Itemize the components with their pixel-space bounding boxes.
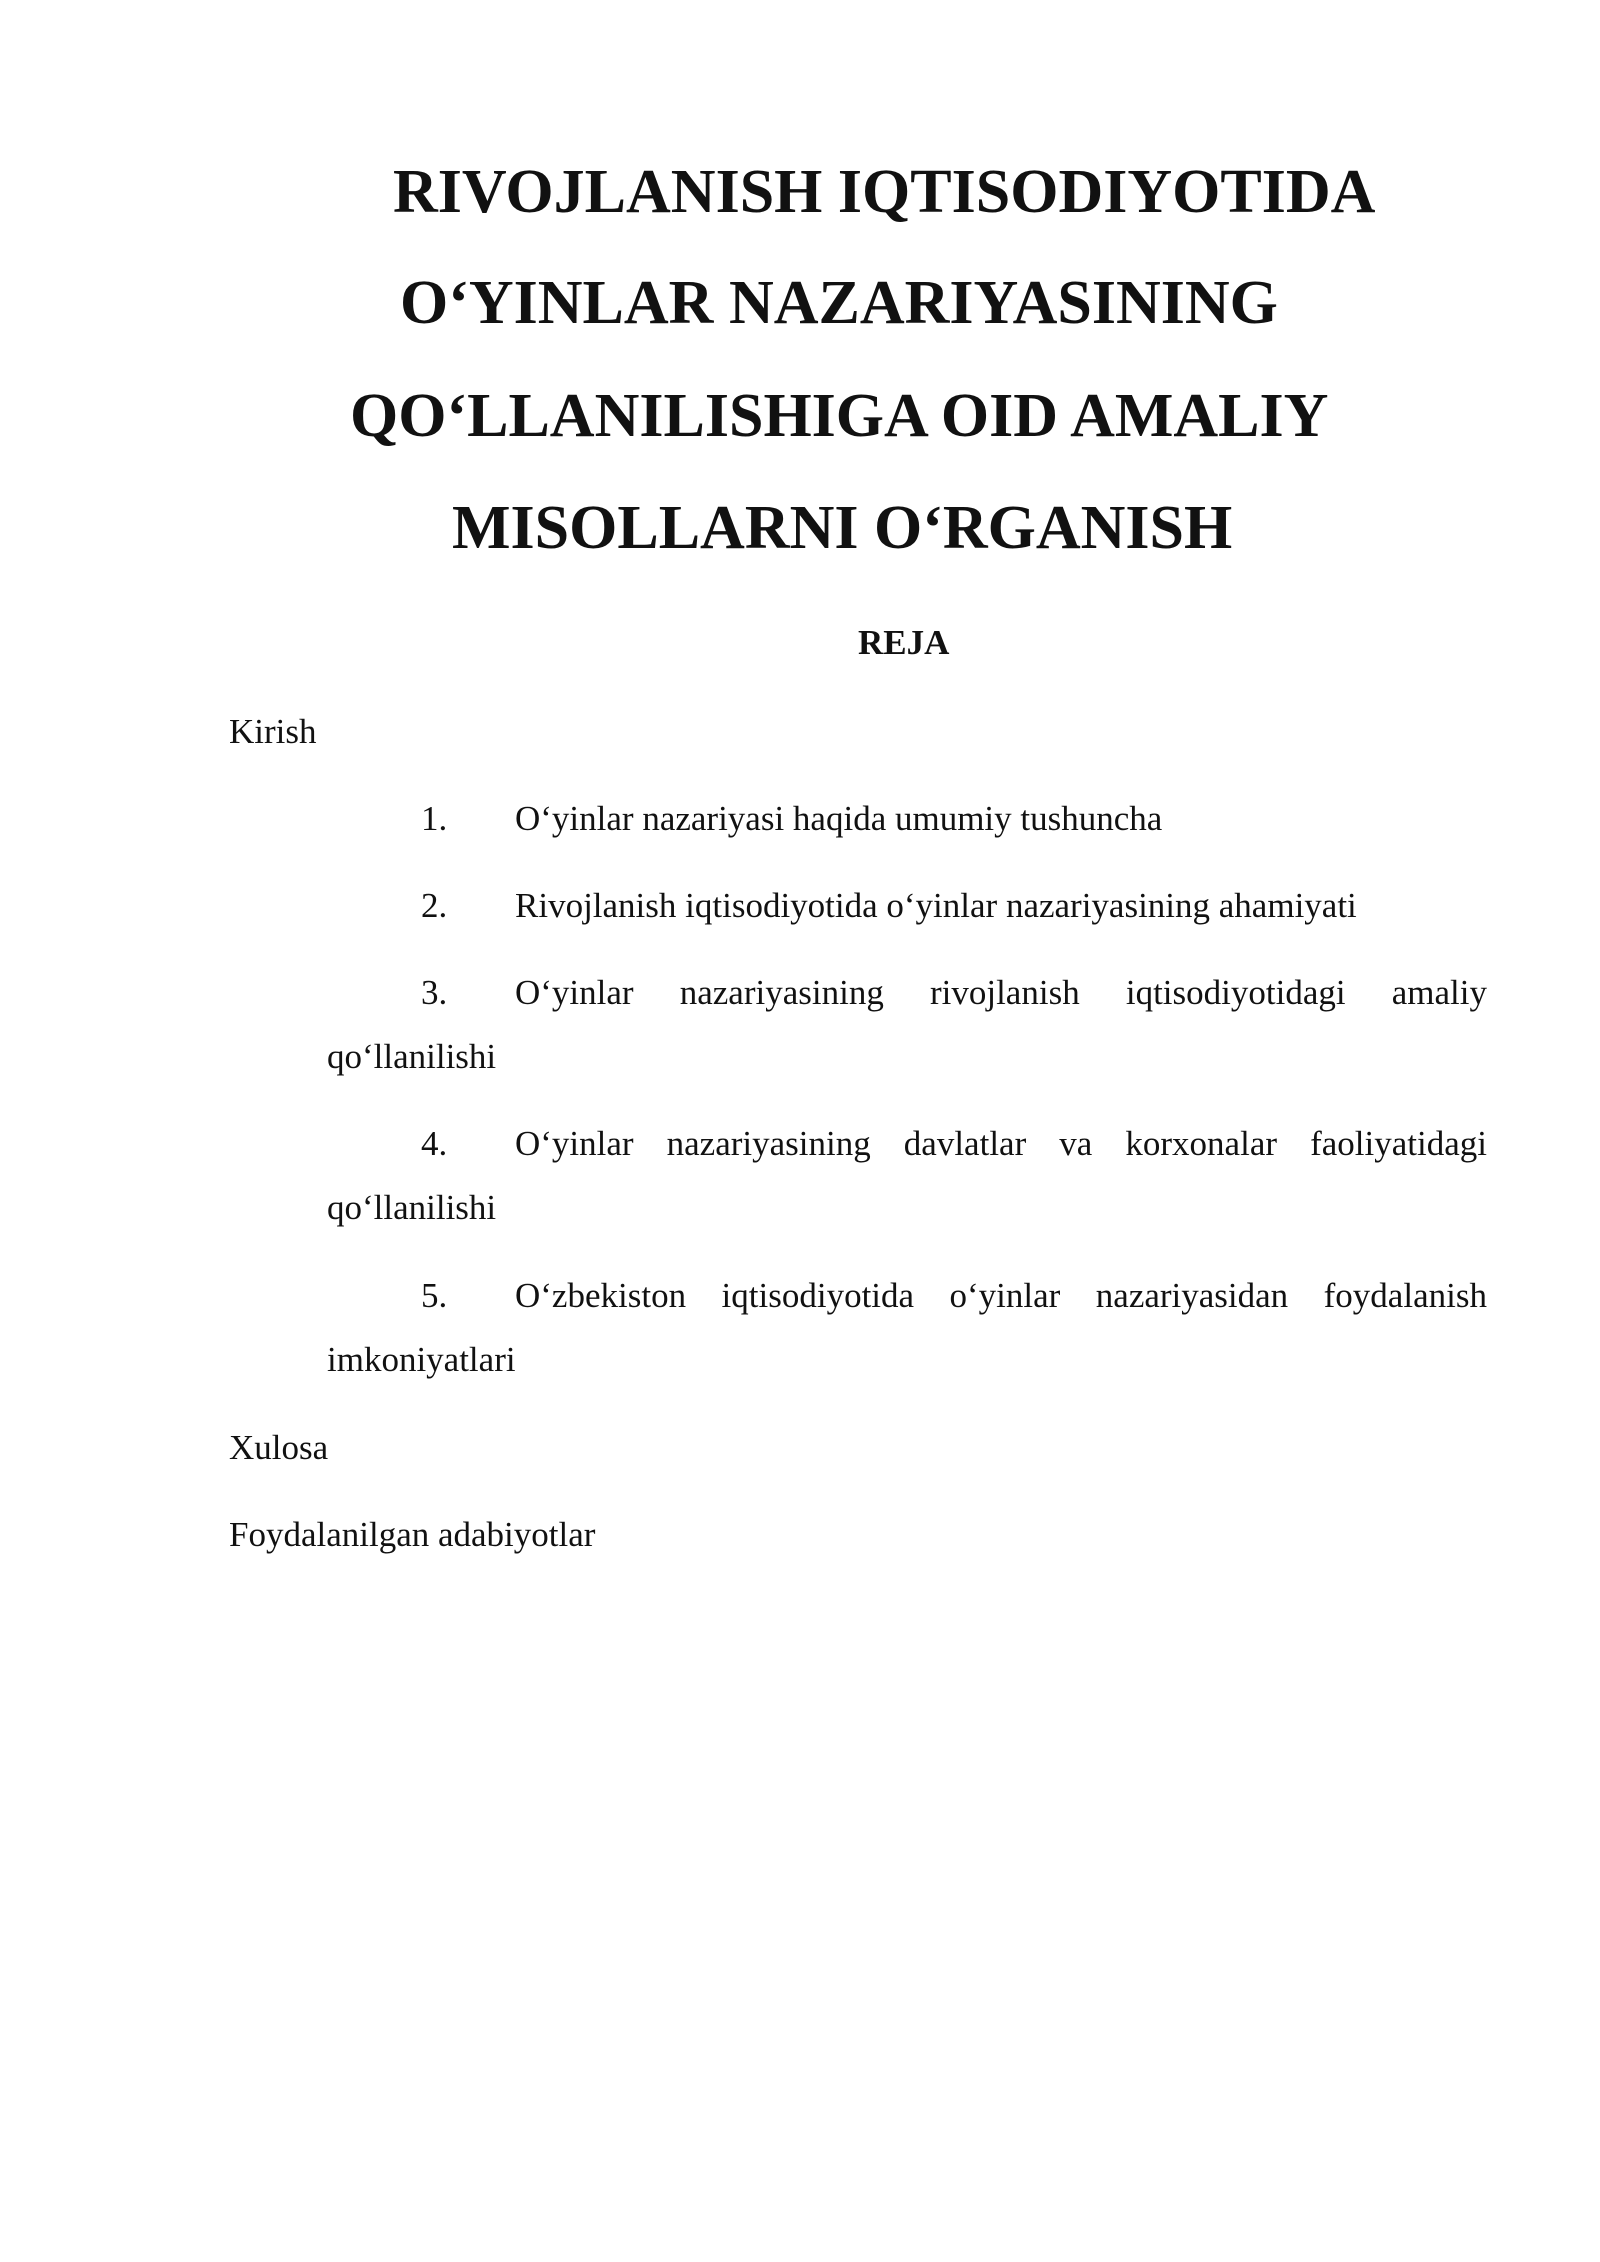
plan-item-word: va — [1059, 1124, 1093, 1163]
conclusion-label: Xulosa — [229, 1428, 329, 1467]
plan-item-text — [515, 1278, 1487, 1313]
plan-item-word: nazariyasidan — [1095, 1276, 1289, 1315]
plan-item-word: rivojlanish — [929, 973, 1080, 1012]
plan-item-word: davlatlar — [903, 1124, 1027, 1163]
plan-item-word: O‘yinlar — [515, 1124, 634, 1163]
plan-item-word: nazariyasining — [666, 1124, 871, 1163]
plan-item-word: o‘yinlar — [949, 1276, 1061, 1315]
plan-item-continuation: imkoniyatlari — [327, 1340, 516, 1379]
plan-item-word: korxonalar — [1125, 1124, 1278, 1163]
references-label: Foydalanilgan adabiyotlar — [229, 1515, 596, 1554]
plan-item-word: iqtisodiyotidagi — [1125, 973, 1346, 1012]
plan-item-word: iqtisodiyotida — [721, 1276, 915, 1315]
plan-item-word: O‘zbekiston — [515, 1276, 687, 1315]
plan-item-text — [515, 801, 1487, 836]
plan-item-word: faoliyatidagi — [1310, 1124, 1487, 1163]
plan-item-word: O‘yinlar nazariyasi haqida umumiy tushuncha — [515, 799, 1163, 838]
intro-label: Kirish — [229, 712, 317, 751]
title-line-2: O‘YINLAR NAZARIYASINING — [400, 269, 1278, 337]
plan-item-number: 1. — [421, 799, 448, 838]
plan-item-number: 2. — [421, 886, 448, 925]
plan-item-text — [515, 1126, 1487, 1161]
title-line-3: QO‘LLANILISHIGA OID AMALIY — [350, 382, 1329, 450]
plan-item-word: foydalanish — [1323, 1276, 1487, 1315]
plan-item-word: Rivojlanish iqtisodiyotida o‘yinlar nazariyasining ahamiyati — [515, 886, 1357, 925]
title-line-1: RIVOJLANISH IQTISODIYOTIDA — [393, 158, 1376, 226]
plan-item-continuation: qo‘llanilishi — [327, 1037, 497, 1076]
plan-item-number: 5. — [421, 1276, 448, 1315]
plan-item-text — [515, 975, 1487, 1010]
plan-item-word: amaliy — [1391, 973, 1487, 1012]
plan-item-word: O‘yinlar — [515, 973, 634, 1012]
plan-item-continuation: qo‘llanilishi — [327, 1188, 497, 1227]
plan-item-text — [515, 888, 1487, 923]
title-line-4: MISOLLARNI O‘RGANISH — [452, 494, 1233, 562]
plan-item-word: nazariyasining — [679, 973, 884, 1012]
plan-heading: REJA — [858, 623, 950, 662]
plan-item-number: 3. — [421, 973, 448, 1012]
plan-item-number: 4. — [421, 1124, 448, 1163]
